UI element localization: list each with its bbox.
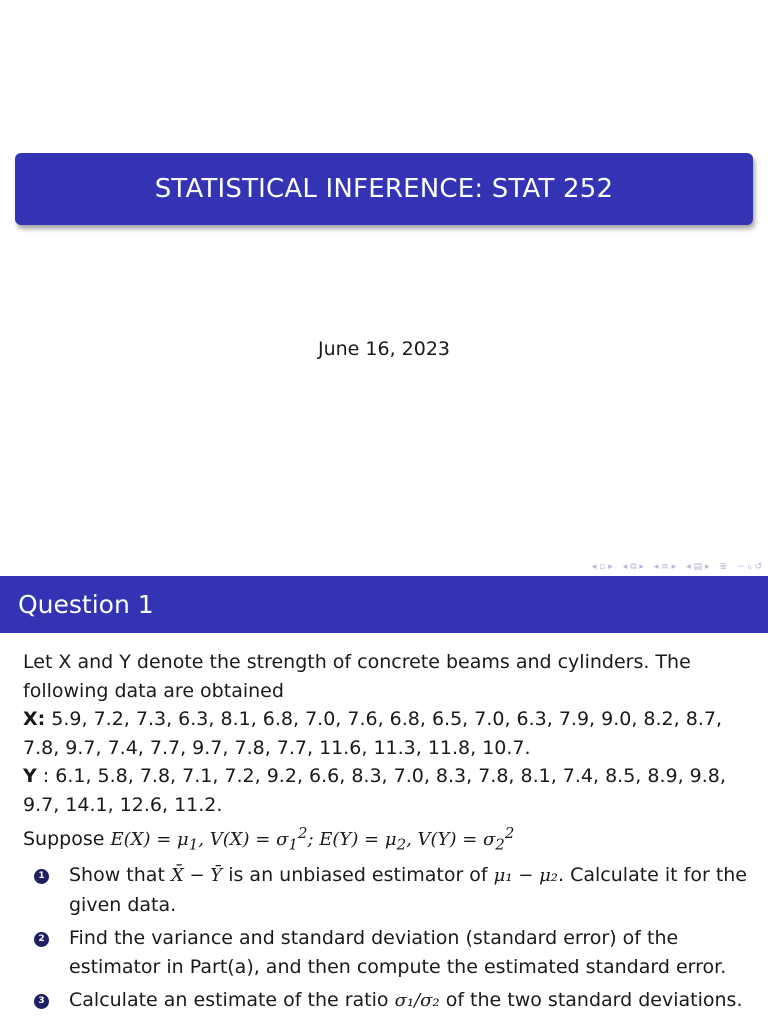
presentation-date: June 16, 2023	[317, 338, 451, 360]
presentation-title: STATISTICAL INFERENCE: STAT 252	[154, 174, 614, 204]
part-formula: X̄ − Ȳ	[170, 865, 223, 887]
enum-number-badge: 3	[34, 994, 49, 1009]
y-values: : 6.1, 5.8, 7.8, 7.1, 7.2, 9.2, 6.6, 8.3, 7.0, 8.3, 7.8, 8.1, 7.4, 8.5, 8.9, 9.8, 9.7, 14.1, 12.6, 11.2.	[23, 765, 726, 816]
y-label: Y	[23, 765, 37, 787]
y-data-line	[23, 762, 751, 819]
nav-search-icon[interactable]: ∽ ℴ ↺	[737, 562, 762, 572]
x-values: 5.9, 7.2, 7.3, 6.3, 8.1, 6.8, 7.0, 7.6, 6.8, 6.5, 7.0, 6.3, 7.9, 9.0, 8.2, 8.7, 7.8, 9.7, 7.4, 7.7, 9.7, 7.8, 7.7, 11.6, 11.3, 11.8, 10.7.	[23, 708, 722, 759]
part-text: of the two standard deviations.	[445, 989, 743, 1012]
nav-frame-icon[interactable]: ◂ ▫ ▸	[591, 562, 613, 572]
question-part	[23, 861, 751, 919]
x-label: X:	[23, 708, 46, 730]
question-body	[23, 648, 751, 1021]
part-text: Find the variance and standard deviation (standard error) of the estimator in Part(a), and then compute the estimated standard error.	[69, 927, 727, 978]
beamer-navigation-bar	[592, 561, 762, 573]
part-text: Show that	[69, 864, 165, 887]
enum-number-badge: 1	[34, 869, 49, 884]
part-formula: σ₁/σ₂	[394, 990, 440, 1012]
assumption-line	[23, 819, 751, 859]
part-text: is an unbiased estimator of	[228, 864, 488, 887]
question-part	[23, 924, 751, 981]
question-intro: Let X and Y denote the strength of concrete beams and cylinders. The following data are obtained	[23, 651, 691, 702]
nav-appendix-icon[interactable]: ≣	[719, 562, 728, 572]
assumption-formula: $E(X) = \mu_1$, $V(X) = \sigma_1^2$; $E(Y) = \mu_2$, $V(Y) = \sigma_2^2$	[110, 824, 515, 854]
title-banner	[15, 153, 753, 225]
nav-section-icon[interactable]: ◂ ≡ ▸	[653, 562, 677, 572]
question-part	[23, 986, 751, 1016]
part-formula: μ₁ − μ₂	[493, 865, 559, 887]
frame-header	[0, 576, 768, 633]
suppose-text: Suppose	[23, 828, 105, 850]
part-text: . Calculate it for the given data.	[69, 864, 748, 916]
part-text: Calculate an estimate of the ratio	[69, 989, 389, 1012]
enum-number-badge: 2	[34, 932, 49, 947]
question-parts	[23, 861, 751, 1016]
x-data-line	[23, 705, 751, 762]
nav-subsection-icon[interactable]: ◂ ⧉ ▸	[622, 562, 644, 572]
question-slide	[0, 576, 768, 1024]
nav-document-icon[interactable]: ◂ ▤ ▸	[686, 562, 710, 572]
frame-title: Question 1	[18, 590, 154, 619]
